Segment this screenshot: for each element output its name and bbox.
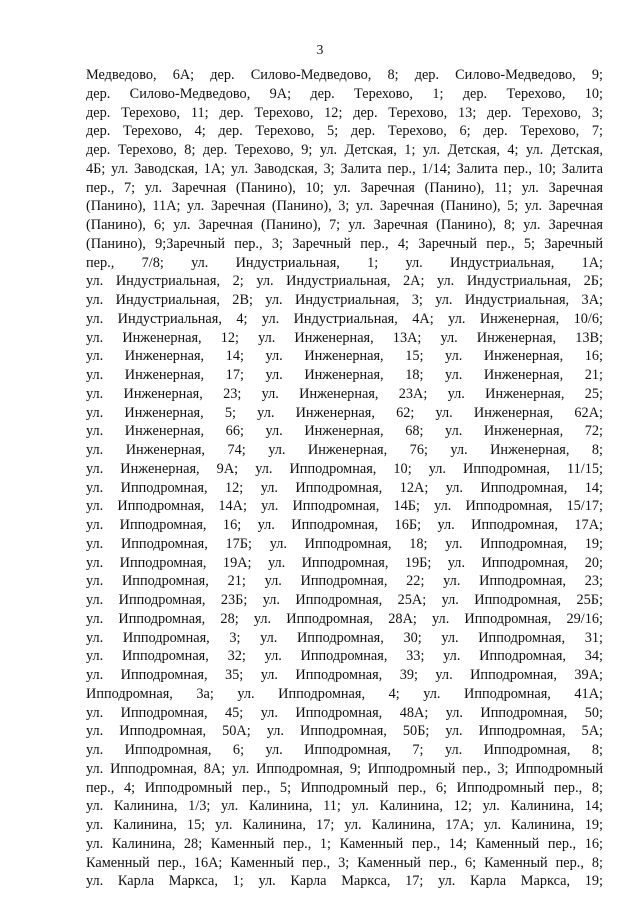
text-line: ул. Инженерная, 5; ул. Инженерная, 62; ул. Инженерная, 62А; xyxy=(86,404,603,421)
text-line: (Панино), 6; ул. Заречная (Панино), 7; ул. Заречная (Панино), 8; ул. Заречная xyxy=(86,217,603,233)
text-line: дер. Терехово, 4; дер. Терехово, 5; дер. Терехово, 6; дер. Терехово, 7; xyxy=(86,123,603,140)
text-line: ул. Ипподромная, 17Б; ул. Ипподромная, 18; ул. Ипподромная, 19; xyxy=(86,535,603,552)
text-line: ул. Калинина, 28; Каменный пер., 1; Каменный пер., 14; Каменный пер., 16; xyxy=(86,835,603,852)
page-number: 3 xyxy=(316,42,324,57)
text-line: ул. Ипподромная, 35; ул. Ипподромная, 39; ул. Ипподромная, 39А; xyxy=(86,667,603,683)
text-line: ул. Ипподромная, 32; ул. Ипподромная, 33; ул. Ипподромная, 34; xyxy=(86,648,603,665)
address-list-text xyxy=(86,66,603,891)
text-line: ул. Инженерная, 9А; ул. Ипподромная, 10; ул. Ипподромная, 11/15; xyxy=(86,460,603,477)
text-line: пер., 7/8; ул. Индустриальная, 1; ул. Индустриальная, 1А; xyxy=(86,254,603,271)
text-line: дер. Силово-Медведово, 9А; дер. Терехово, 1; дер. Терехово, 10; xyxy=(86,85,603,102)
text-line: ул. Инженерная, 17; ул. Инженерная, 18; ул. Инженерная, 21; xyxy=(86,367,603,383)
text-line: ул. Карла Маркса, 1; ул. Карла Маркса, 17; ул. Карла Маркса, 19; xyxy=(86,873,603,890)
text-line: ул. Ипподромная, 28; ул. Ипподромная, 28А; ул. Ипподромная, 29/16; xyxy=(86,610,603,627)
text-line: ул. Ипподромная, 8А; ул. Ипподромная, 9; Ипподромный пер., 3; Ипподромный xyxy=(86,760,603,777)
text-line: ул. Инженерная, 14; ул. Инженерная, 15; ул. Инженерная, 16; xyxy=(86,348,603,365)
text-line: ул. Ипподромная, 12; ул. Ипподромная, 12А; ул. Ипподромная, 14; xyxy=(86,479,603,496)
text-line: ул. Индустриальная, 2; ул. Индустриальная, 2А; ул. Индустриальная, 2Б; xyxy=(86,273,603,290)
text-line: ул. Ипподромная, 19А; ул. Ипподромная, 19Б; ул. Ипподромная, 20; xyxy=(86,554,603,571)
text-line: дер. Терехово, 11; дер. Терехово, 12; дер. Терехово, 13; дер. Терехово, 3; xyxy=(86,104,603,121)
text-line: ул. Ипподромная, 16; ул. Ипподромная, 16Б; ул. Ипподромная, 17А; xyxy=(86,517,603,533)
text-line: ул. Калинина, 1/3; ул. Калинина, 11; ул. Калинина, 12; ул. Калинина, 14; xyxy=(86,798,603,815)
text-line: ул. Индустриальная, 4; ул. Индустриальная, 4А; ул. Инженерная, 10/6; xyxy=(86,310,603,327)
text-line: ул. Ипподромная, 50А; ул. Ипподромная, 50Б; ул. Ипподромная, 5А; xyxy=(86,723,603,740)
text-line: 4Б; ул. Заводская, 1А; ул. Заводская, 3; Залита пер., 1/14; Залита пер., 10; Залита xyxy=(86,160,603,177)
text-line: ул. Ипподромная, 21; ул. Ипподромная, 22; ул. Ипподромная, 23; xyxy=(86,573,603,590)
text-line: ул. Калинина, 15; ул. Калинина, 17; ул. Калинина, 17А; ул. Калинина, 19; xyxy=(86,817,603,833)
text-line: ул. Ипподромная, 23Б; ул. Ипподромная, 25А; ул. Ипподромная, 25Б; xyxy=(86,592,603,608)
text-line: пер., 4; Ипподромный пер., 5; Ипподромный пер., 6; Ипподромный пер., 8; xyxy=(86,779,603,796)
text-line: ул. Ипподромная, 6; ул. Ипподромная, 7; ул. Ипподромная, 8; xyxy=(86,742,603,758)
text-line: пер., 7; ул. Заречная (Панино), 10; ул. Заречная (Панино), 11; ул. Заречная xyxy=(86,179,603,196)
text-line: ул. Инженерная, 74; ул. Инженерная, 76; ул. Инженерная, 8; xyxy=(86,442,603,458)
text-line: ул. Инженерная, 66; ул. Инженерная, 68; ул. Инженерная, 72; xyxy=(86,423,603,440)
text-line: дер. Терехово, 8; дер. Терехово, 9; ул. Детская, 1; ул. Детская, 4; ул. Детская, xyxy=(86,142,603,158)
text-line: Каменный пер., 16А; Каменный пер., 3; Каменный пер., 6; Каменный пер., 8; xyxy=(86,854,603,871)
text-line: ул. Инженерная, 23; ул. Инженерная, 23А; ул. Инженерная, 25; xyxy=(86,385,603,402)
text-line: ул. Ипподромная, 45; ул. Ипподромная, 48А; ул. Ипподромная, 50; xyxy=(86,704,603,721)
text-line: Ипподромная, 3а; ул. Ипподромная, 4; ул. Ипподромная, 41А; xyxy=(86,685,603,702)
text-line: ул. Инженерная, 12; ул. Инженерная, 13А; ул. Инженерная, 13В; xyxy=(86,329,603,346)
text-line: ул. Индустриальная, 2В; ул. Индустриальная, 3; ул. Индустриальная, 3А; xyxy=(86,292,603,308)
text-line: Медведово, 6А; дер. Силово-Медведово, 8; дер. Силово-Медведово, 9; xyxy=(86,67,603,83)
text-line: (Панино), 11А; ул. Заречная (Панино), 3; ул. Заречная (Панино), 5; ул. Заречная xyxy=(86,198,603,215)
text-line: ул. Ипподромная, 14А; ул. Ипподромная, 14Б; ул. Ипподромная, 15/17; xyxy=(86,498,603,515)
text-line: (Панино), 9;Заречный пер., 3; Заречный пер., 4; Заречный пер., 5; Заречный xyxy=(86,235,603,252)
text-line: ул. Ипподромная, 3; ул. Ипподромная, 30; ул. Ипподромная, 31; xyxy=(86,629,603,646)
